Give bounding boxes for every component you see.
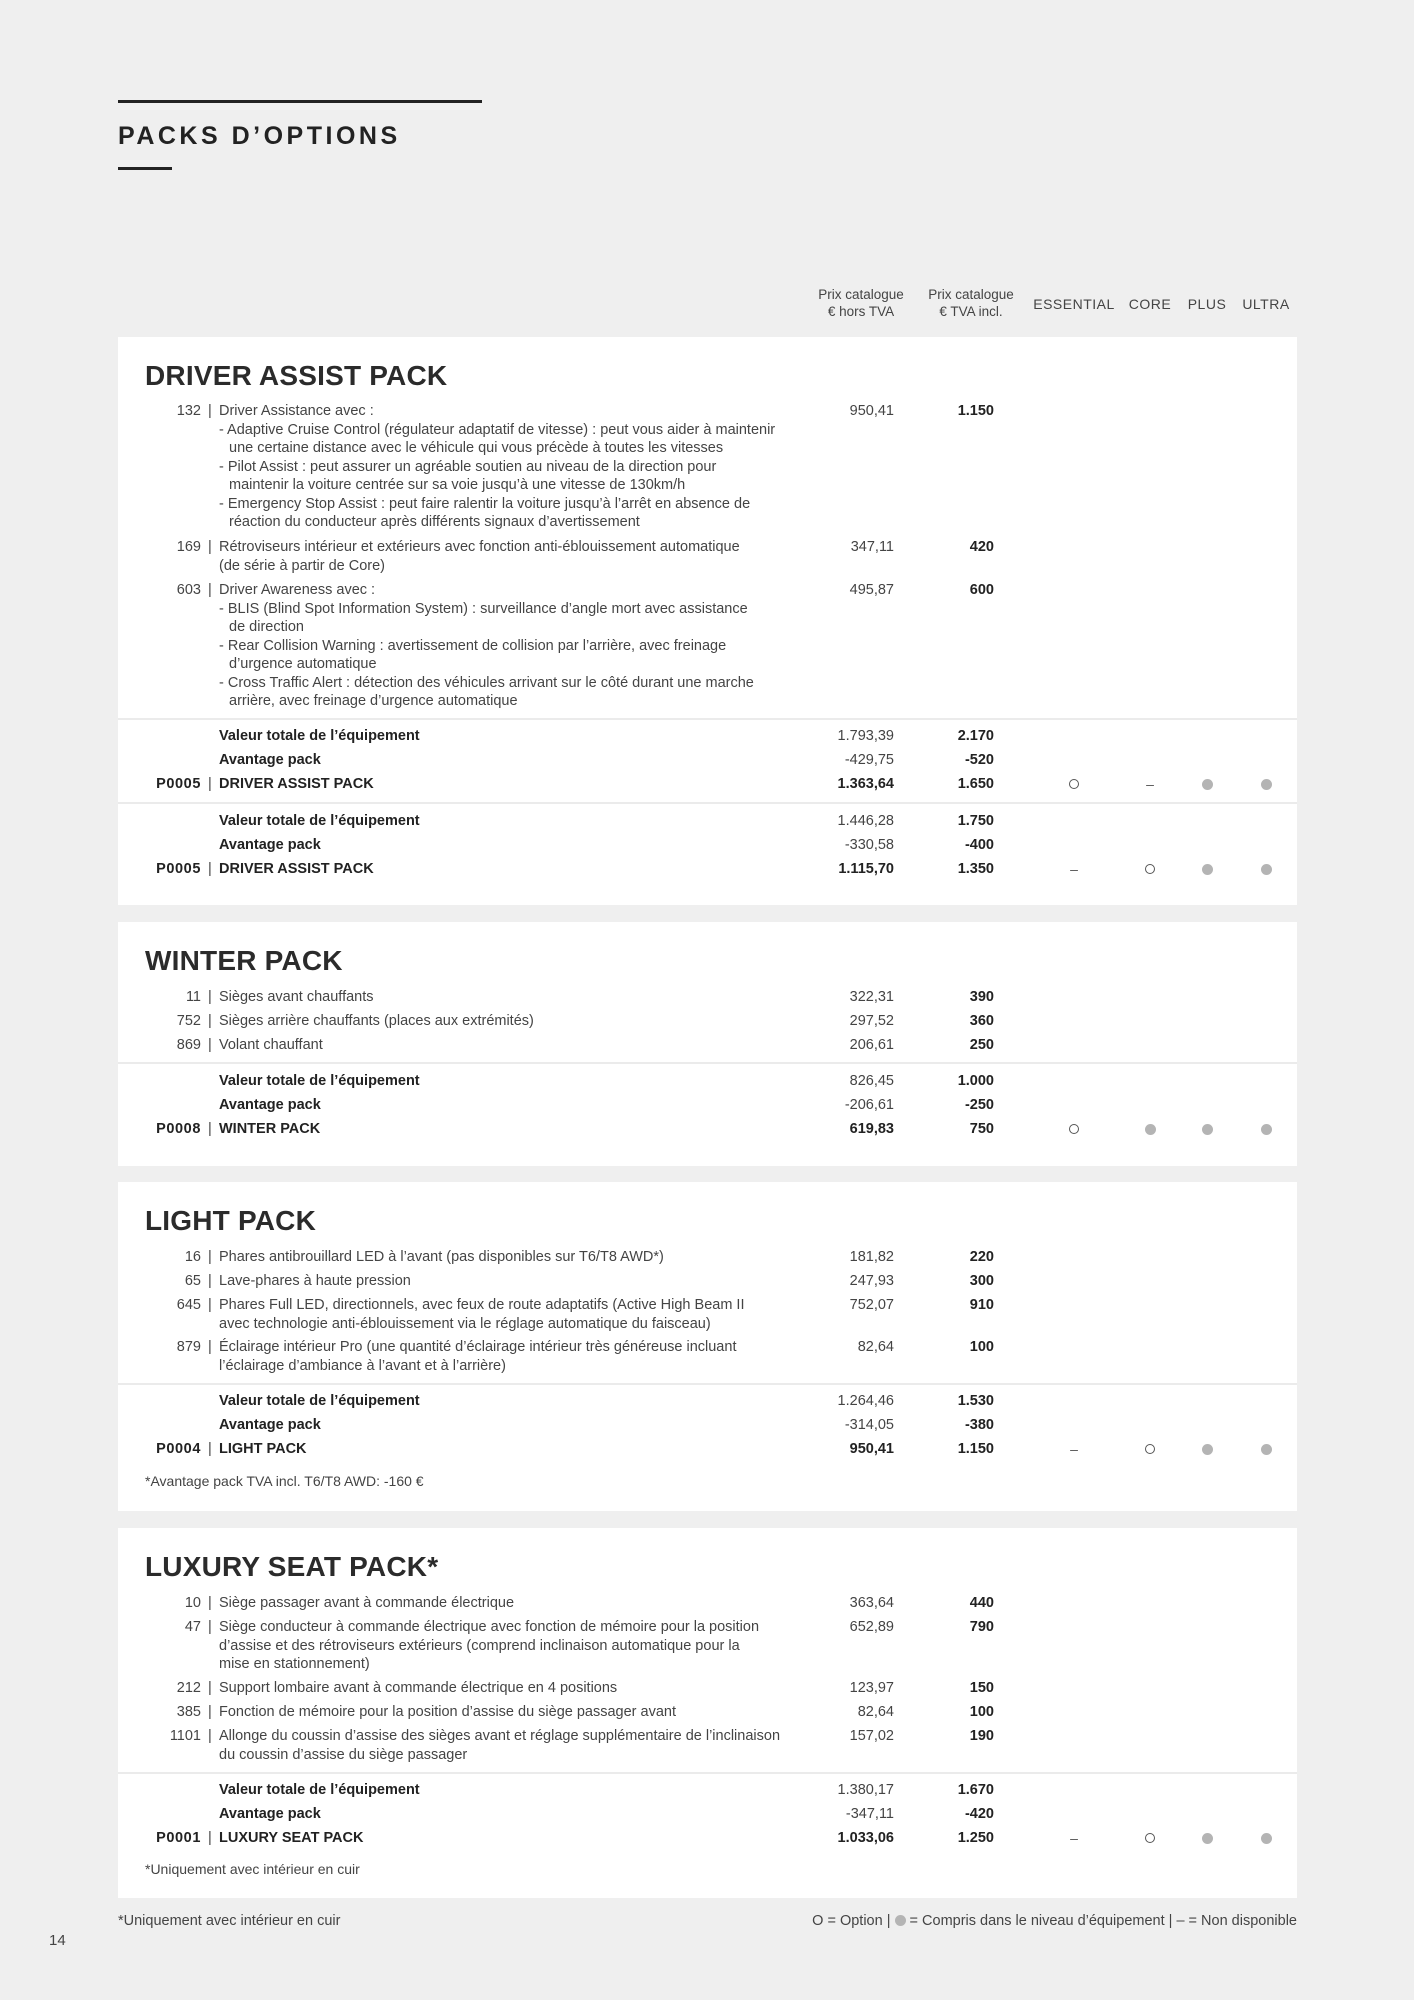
column-header-ultra: ULTRA <box>1242 296 1290 312</box>
pack-name: DRIVER ASSIST PACK <box>219 776 374 792</box>
divider <box>118 1383 1297 1385</box>
separator: | <box>208 1680 212 1696</box>
price-incl-vat: 360 <box>969 1013 994 1029</box>
legend-na: – = Non disponible <box>1176 1913 1297 1929</box>
description-line: avec technologie anti-éblouissement via le réglage automatique du faisceau) <box>219 1315 711 1332</box>
description-line: mise en stationnement) <box>219 1656 370 1672</box>
option-description <box>219 988 819 1007</box>
option-description <box>219 581 819 711</box>
total-value-incl: 1.750 <box>957 813 994 829</box>
total-value-incl: 1.000 <box>957 1073 994 1089</box>
price-excl-vat: 495,87 <box>849 582 894 598</box>
option-description <box>219 402 819 532</box>
pack-advantage-incl: -420 <box>964 1806 994 1822</box>
separator: | <box>208 1121 212 1137</box>
description-line: Éclairage intérieur Pro (une quantité d’éclairage intérieur très généreuse incluant <box>219 1339 737 1355</box>
description-line: - Rear Collision Warning : avertissement de collision par l’arrière, avec freinage <box>219 637 727 654</box>
price-excl-vat: 950,41 <box>849 403 894 419</box>
price-incl-vat: 390 <box>969 989 994 1005</box>
level-ultra <box>1259 1440 1273 1454</box>
pack-price-incl: 1.250 <box>957 1830 994 1846</box>
level-plus <box>1200 1829 1214 1843</box>
title-rule <box>118 167 172 170</box>
price-excl-vat: 181,82 <box>849 1249 894 1265</box>
separator: | <box>208 1704 212 1720</box>
total-value-label: Valeur totale de l’équipement <box>219 1782 420 1798</box>
description-line: Phares antibrouillard LED à l’avant (pas disponibles sur T6/T8 AWD*) <box>219 1249 664 1265</box>
total-value-label: Valeur totale de l’équipement <box>219 1393 420 1409</box>
pack-price-excl: 619,83 <box>849 1121 894 1137</box>
pack-title: LIGHT PACK <box>145 1205 317 1236</box>
option-code: 169 <box>176 539 201 555</box>
column-header-price-incl <box>918 286 1024 320</box>
level-core <box>1143 1829 1157 1843</box>
divider <box>118 802 1297 804</box>
option-description <box>219 1594 819 1613</box>
separator: | <box>208 403 212 419</box>
included-dot-icon <box>1145 1124 1156 1135</box>
divider <box>118 1772 1297 1774</box>
not-available-dash-icon: – <box>1070 861 1078 877</box>
separator: | <box>208 989 212 1005</box>
separator: | <box>208 1249 212 1265</box>
total-value-excl: 1.446,28 <box>837 813 894 829</box>
included-dot-icon <box>1261 864 1272 875</box>
description-line: Allonge du coussin d’assise des sièges avant et réglage supplémentaire de l’inclinaison <box>219 1728 781 1744</box>
included-dot-icon <box>1202 864 1213 875</box>
pack-advantage-label: Avantage pack <box>219 1806 321 1822</box>
pack-name: DRIVER ASSIST PACK <box>219 861 374 877</box>
included-dot-icon <box>1202 1444 1213 1455</box>
option-description <box>219 1272 819 1291</box>
description-line: - Pilot Assist : peut assurer un agréable soutien au niveau de la direction pour <box>219 458 717 475</box>
pack-advantage-incl: -400 <box>964 837 994 853</box>
description-line: Phares Full LED, directionnels, avec feux de route adaptatifs (Active High Beam II <box>219 1297 745 1313</box>
price-excl-vat: 82,64 <box>857 1704 894 1720</box>
included-dot-icon <box>1202 779 1213 790</box>
pack-price-excl: 950,41 <box>849 1441 894 1457</box>
pack-title: WINTER PACK <box>145 945 343 976</box>
level-essential <box>1067 1440 1081 1457</box>
price-incl-vat: 250 <box>969 1037 994 1053</box>
included-dot-icon <box>1261 1833 1272 1844</box>
legend-included: = Compris dans le niveau d’équipement | <box>909 1913 1173 1929</box>
page-title: PACKS D’OPTIONS <box>118 122 401 150</box>
option-circle-icon <box>1069 1124 1079 1134</box>
driver-assist-pack-card <box>118 337 1297 905</box>
option-circle-icon <box>1145 864 1155 874</box>
pack-advantage-label: Avantage pack <box>219 837 321 853</box>
total-value-incl: 2.170 <box>957 728 994 744</box>
pack-code: P0001 <box>156 1830 201 1846</box>
pack-code: P0008 <box>156 1121 201 1137</box>
price-excl-vat: 347,11 <box>850 539 894 555</box>
separator: | <box>208 1830 212 1846</box>
description-line: d’urgence automatique <box>229 656 377 672</box>
level-plus <box>1200 1440 1214 1454</box>
pack-name: LUXURY SEAT PACK <box>219 1830 364 1846</box>
option-code: 645 <box>176 1297 201 1313</box>
description-line: arrière, avec freinage d’urgence automatique <box>229 693 518 709</box>
pack-price-excl: 1.115,70 <box>838 861 894 877</box>
option-description <box>219 1036 819 1055</box>
description-line: du coussin d’assise du siège passager <box>219 1746 468 1763</box>
pack-price-incl: 1.150 <box>957 1441 994 1457</box>
pack-advantage-excl: -429,75 <box>844 752 894 768</box>
price-incl-vat: 910 <box>969 1297 994 1313</box>
price-excl-vat: 157,02 <box>849 1728 894 1744</box>
column-header-price-incl-line1: Prix catalogue <box>928 287 1014 302</box>
description-line: Sièges arrière chauffants (places aux extrémités) <box>219 1013 534 1029</box>
pack-price-incl: 750 <box>969 1121 994 1137</box>
pack-title: LUXURY SEAT PACK* <box>145 1551 439 1582</box>
option-code: 47 <box>184 1619 201 1635</box>
option-code: 869 <box>176 1037 201 1053</box>
total-value-excl: 1.793,39 <box>837 728 894 744</box>
pack-price-incl: 1.650 <box>957 776 994 792</box>
level-ultra <box>1259 775 1273 789</box>
price-incl-vat: 220 <box>969 1249 994 1265</box>
pack-code: P0004 <box>156 1441 201 1457</box>
option-description <box>219 1703 819 1722</box>
description-line: Siège conducteur à commande électrique avec fonction de mémoire pour la position <box>219 1619 760 1635</box>
price-incl-vat: 1.150 <box>957 403 994 419</box>
light-pack-card <box>118 1182 1297 1511</box>
total-value-excl: 1.264,46 <box>837 1393 894 1409</box>
option-code: 10 <box>184 1595 201 1611</box>
level-plus <box>1200 1120 1214 1134</box>
pack-advantage-excl: -314,05 <box>844 1417 894 1433</box>
option-code: 16 <box>184 1249 201 1265</box>
total-value-label: Valeur totale de l’équipement <box>219 813 420 829</box>
price-excl-vat: 752,07 <box>849 1297 894 1313</box>
included-dot-icon <box>1261 1444 1272 1455</box>
price-incl-vat: 190 <box>969 1728 994 1744</box>
option-code: 212 <box>176 1680 201 1696</box>
description-line: Sièges avant chauffants <box>219 989 374 1005</box>
description-line: maintenir la voiture centrée sur sa voie jusqu’à une vitesse de 130km/h <box>229 477 686 493</box>
not-available-dash-icon: – <box>1070 1441 1078 1457</box>
separator: | <box>208 1441 212 1457</box>
option-description <box>219 1618 819 1674</box>
total-value-incl: 1.670 <box>957 1782 994 1798</box>
separator: | <box>208 539 212 555</box>
option-circle-icon <box>1145 1833 1155 1843</box>
option-code: 65 <box>184 1273 201 1289</box>
option-code: 132 <box>176 403 201 419</box>
pack-advantage-incl: -250 <box>964 1097 994 1113</box>
divider <box>118 718 1297 720</box>
pack-advantage-excl: -206,61 <box>844 1097 894 1113</box>
description-line: - Cross Traffic Alert : détection des véhicules arrivant sur le côté durant une marche <box>219 674 754 691</box>
option-code: 603 <box>176 582 201 598</box>
option-circle-icon <box>1145 1444 1155 1454</box>
price-incl-vat: 150 <box>969 1680 994 1696</box>
price-excl-vat: 652,89 <box>849 1619 894 1635</box>
not-available-dash-icon: – <box>1070 1830 1078 1846</box>
option-description <box>219 1012 819 1031</box>
price-incl-vat: 420 <box>969 539 994 555</box>
description-line: Siège passager avant à commande électrique <box>219 1595 515 1611</box>
option-description <box>219 1296 819 1333</box>
column-header-core: CORE <box>1128 296 1172 312</box>
level-essential <box>1067 775 1081 789</box>
included-dot-icon <box>1261 779 1272 790</box>
separator: | <box>208 1339 212 1355</box>
description-line: Lave-phares à haute pression <box>219 1273 411 1289</box>
option-description <box>219 1727 819 1764</box>
price-excl-vat: 123,97 <box>849 1680 894 1696</box>
option-description <box>219 538 819 575</box>
level-ultra <box>1259 860 1273 874</box>
column-header-price-excl-line1: Prix catalogue <box>818 287 904 302</box>
separator: | <box>208 1297 212 1313</box>
description-line: Support lombaire avant à commande électrique en 4 positions <box>219 1680 618 1696</box>
pack-note: *Avantage pack TVA incl. T6/T8 AWD: -160 € <box>145 1473 424 1489</box>
level-plus <box>1200 775 1214 789</box>
option-description <box>219 1338 819 1375</box>
total-value-incl: 1.530 <box>957 1393 994 1409</box>
winter-pack-card <box>118 922 1297 1166</box>
description-line: d’assise et des rétroviseurs extérieurs (comprend inclinaison automatique pour la <box>219 1637 740 1654</box>
level-essential <box>1067 1120 1081 1134</box>
description-line: Fonction de mémoire pour la position d’assise du siège passager avant <box>219 1704 677 1720</box>
price-excl-vat: 363,64 <box>849 1595 894 1611</box>
included-dot-icon <box>1202 1833 1213 1844</box>
separator: | <box>208 582 212 598</box>
price-incl-vat: 600 <box>969 582 994 598</box>
pack-code: P0005 <box>156 776 201 792</box>
description-line: une certaine distance avec le véhicule qui vous précède à toutes les vitesses <box>229 440 724 456</box>
level-essential <box>1067 1829 1081 1846</box>
column-header-plus: PLUS <box>1187 296 1227 312</box>
separator: | <box>208 1619 212 1635</box>
pack-advantage-incl: -520 <box>964 752 994 768</box>
description-line: - Adaptive Cruise Control (régulateur adaptatif de vitesse) : peut vous aider à maintenir <box>219 421 776 438</box>
total-value-excl: 1.380,17 <box>837 1782 894 1798</box>
option-code: 752 <box>176 1013 201 1029</box>
legend <box>812 1913 1297 1929</box>
total-value-label: Valeur totale de l’équipement <box>219 728 420 744</box>
top-rule <box>118 100 482 103</box>
description-line: Driver Assistance avec : <box>219 403 374 419</box>
price-incl-vat: 790 <box>969 1619 994 1635</box>
separator: | <box>208 1273 212 1289</box>
option-code: 1101 <box>169 1728 201 1744</box>
pack-name: LIGHT PACK <box>219 1441 307 1457</box>
price-excl-vat: 247,93 <box>849 1273 894 1289</box>
description-line: réaction du conducteur après différents signaux d’avertissement <box>229 514 640 530</box>
column-header-price-excl-line2: € hors TVA <box>827 304 895 319</box>
not-available-dash-icon: – <box>1146 776 1154 792</box>
pack-price-excl: 1.363,64 <box>837 776 894 792</box>
separator: | <box>208 1728 212 1744</box>
description-line: Driver Awareness avec : <box>219 582 376 598</box>
level-ultra <box>1259 1120 1273 1134</box>
included-dot-icon <box>1261 1124 1272 1135</box>
description-line: (de série à partir de Core) <box>219 557 386 574</box>
price-excl-vat: 322,31 <box>849 989 894 1005</box>
separator: | <box>208 1037 212 1053</box>
column-header-price-excl <box>808 286 914 320</box>
pack-advantage-label: Avantage pack <box>219 1097 321 1113</box>
page-number: 14 <box>49 1932 66 1949</box>
pack-code: P0005 <box>156 861 201 877</box>
option-description <box>219 1679 819 1698</box>
level-plus <box>1200 860 1214 874</box>
separator: | <box>208 1595 212 1611</box>
pack-advantage-incl: -380 <box>964 1417 994 1433</box>
price-excl-vat: 206,61 <box>849 1037 894 1053</box>
separator: | <box>208 1013 212 1029</box>
included-dot-icon <box>1202 1124 1213 1135</box>
level-core <box>1143 775 1157 792</box>
column-header-essential: ESSENTIAL <box>1033 296 1115 312</box>
pack-advantage-excl: -330,58 <box>844 837 894 853</box>
price-incl-vat: 300 <box>969 1273 994 1289</box>
description-line: - Emergency Stop Assist : peut faire ralentir la voiture jusqu’à l’arrêt en absence de <box>219 495 751 512</box>
pack-advantage-excl: -347,11 <box>845 1806 894 1822</box>
description-line: Rétroviseurs intérieur et extérieurs avec fonction anti-éblouissement automatique <box>219 539 740 555</box>
separator: | <box>208 861 212 877</box>
option-description <box>219 1248 819 1267</box>
level-core <box>1143 1440 1157 1454</box>
divider <box>118 1062 1297 1064</box>
pack-advantage-label: Avantage pack <box>219 752 321 768</box>
option-code: 11 <box>185 989 201 1005</box>
pack-price-incl: 1.350 <box>957 861 994 877</box>
level-core <box>1143 1120 1157 1134</box>
total-value-excl: 826,45 <box>849 1073 894 1089</box>
description-line: l’éclairage d’ambiance à l’avant et à l’arrière) <box>219 1357 506 1374</box>
description-line: - BLIS (Blind Spot Information System) : surveillance d’angle mort avec assistance <box>219 600 748 617</box>
price-excl-vat: 297,52 <box>849 1013 894 1029</box>
included-dot-icon <box>895 1915 906 1926</box>
level-core <box>1143 860 1157 874</box>
description-line: de direction <box>229 619 304 635</box>
option-circle-icon <box>1069 779 1079 789</box>
option-code: 385 <box>176 1704 201 1720</box>
total-value-label: Valeur totale de l’équipement <box>219 1073 420 1089</box>
description-line: Volant chauffant <box>219 1037 323 1053</box>
option-code: 879 <box>176 1339 201 1355</box>
price-excl-vat: 82,64 <box>857 1339 894 1355</box>
column-header-price-incl-line2: € TVA incl. <box>939 304 1003 319</box>
price-incl-vat: 100 <box>969 1704 994 1720</box>
pack-note: *Uniquement avec intérieur en cuir <box>145 1861 360 1877</box>
price-incl-vat: 440 <box>969 1595 994 1611</box>
pack-title: DRIVER ASSIST PACK <box>145 360 448 391</box>
luxury-seat-pack-card <box>118 1528 1297 1898</box>
footer-footnote: *Uniquement avec intérieur en cuir <box>118 1913 341 1929</box>
pack-price-excl: 1.033,06 <box>837 1830 894 1846</box>
level-essential <box>1067 860 1081 877</box>
pack-name: WINTER PACK <box>219 1121 321 1137</box>
level-ultra <box>1259 1829 1273 1843</box>
legend-option: O = Option | <box>812 1913 891 1929</box>
pack-advantage-label: Avantage pack <box>219 1417 321 1433</box>
separator: | <box>208 776 212 792</box>
price-incl-vat: 100 <box>969 1339 994 1355</box>
